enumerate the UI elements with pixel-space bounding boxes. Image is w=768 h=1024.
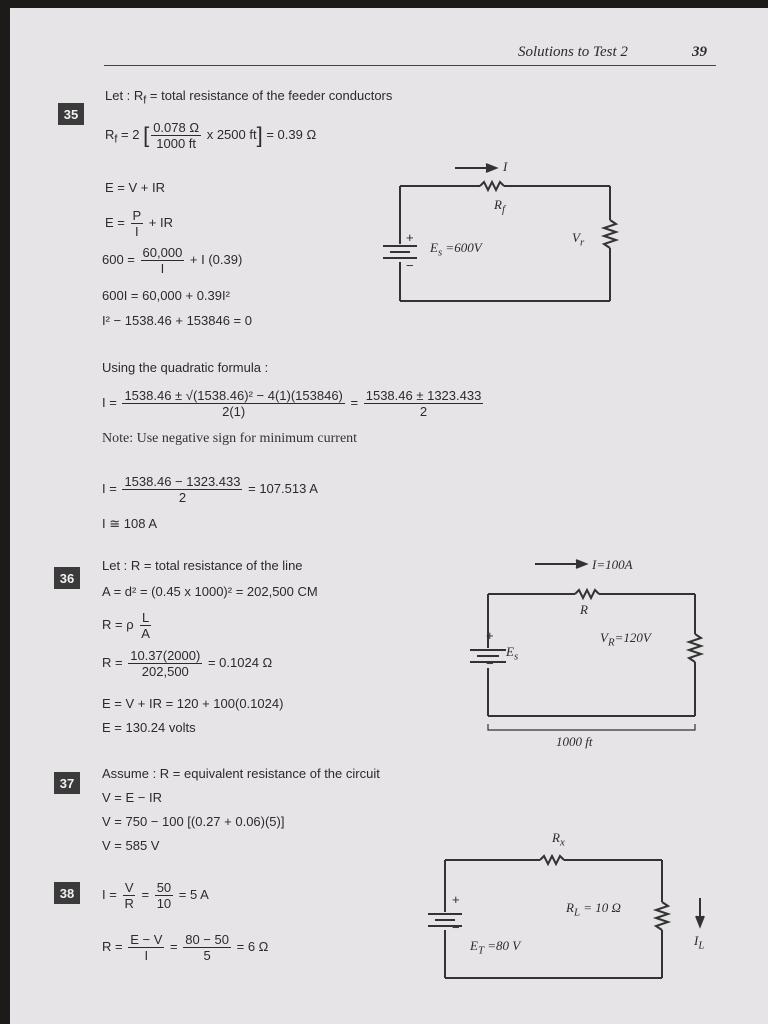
p37-line1: Assume : R = equivalent resistance of the circuit (102, 766, 380, 781)
p38-current-label: $I_L$ (694, 933, 705, 952)
p38-line2: R = $\frac{E - V}{I}$ = $\frac{80 - 50}{5}$ = 6 Ω (102, 932, 269, 963)
p35-plus: + (406, 230, 414, 245)
problem-number-37: 37 (54, 772, 80, 794)
p35-let-statement: Let : $R_f$ = total resistance of the feeder conductors (105, 88, 393, 107)
problem-number-35: 35 (58, 103, 84, 125)
document-page (10, 8, 768, 1024)
p36-line2: A = d² = (0.45 x 1000)² = 202,500 CM (102, 584, 318, 599)
p35-source-label: $E_s =600V$ (430, 240, 482, 259)
p36-resistor-label: R (580, 602, 588, 617)
p35-eq3: 600 = $\frac{60,000}{I}$ + I (0.39) (102, 245, 243, 276)
p36-minus: − (486, 656, 494, 671)
p35-note: Note: Use negative sign for minimum current (102, 431, 358, 446)
p35-current-label: I (503, 159, 508, 174)
p36-line5: E = V + IR = 120 + 100(0.1024) (102, 696, 284, 711)
p38-minus: − (452, 920, 460, 935)
p38-resistor-label: $R_x$ (552, 830, 565, 849)
p35-eq4: 600I = 60,000 + 0.39I² (102, 288, 230, 303)
p35-final-answer: I ≅ 108 A (102, 516, 157, 531)
p35-eq1: E = V + IR (105, 180, 165, 195)
p36-plus: + (486, 628, 494, 643)
p35-rf-equation: $R_f = 2$ [ $\frac{0.078 \Omega}{1000 ft}$ x 2500 ft] = 0.39 Ω (105, 120, 317, 151)
p36-current-label: I=100A (592, 557, 633, 572)
p35-eq2: E = $\frac{P}{I}$ + IR (105, 208, 174, 239)
p35-result-expression: I = $\frac{1538.46 - 1323.433}{2}$ = 107.513 A (102, 474, 318, 505)
page-number: 39 (692, 44, 707, 60)
p36-source-label: $E_s$ (506, 644, 519, 663)
p38-load-label: $R_L = 10$ Ω (566, 900, 621, 919)
p35-resistor-label: $R_f$ (494, 197, 505, 216)
p36-circuit-diagram (450, 556, 710, 746)
p37-line2: V = E − IR (102, 790, 162, 805)
header-rule (104, 65, 716, 66)
p36-line4: R = $\frac{10.37(2000)}{202,500}$ = 0.1024 Ω (102, 648, 273, 679)
p37-line4: V = 585 V (102, 838, 160, 853)
p36-length-label: 1000 ft (556, 734, 593, 749)
p38-source-label: $E_T =80$ V (470, 938, 521, 957)
p36-line6: E = 130.24 volts (102, 720, 196, 735)
p35-minus: − (406, 258, 414, 273)
p38-plus: + (452, 892, 460, 907)
p36-line1: Let : R = total resistance of the line (102, 558, 303, 573)
problem-number-36: 36 (54, 567, 80, 589)
p35-quadratic-expression: I = $\frac{\text{1538.46 ± √(1538.46)² − 4(1)(153846)}}{2(1)}$ = $\frac{1538.46 \pm 1323.433}{2}$ (102, 388, 482, 419)
p38-line1: I = $\frac{V}{R}$ = $\frac{50}{10}$ = 5 A (102, 880, 209, 911)
p37-line3: V = 750 − 100 [(0.27 + 0.06)(5)] (102, 814, 285, 829)
p36-line3: R = ρ $\frac{L}{A}$ (102, 610, 150, 641)
p35-quadratic-title: Using the quadratic formula : (102, 360, 269, 375)
p36-load-label: $V_R=120V$ (600, 630, 651, 649)
running-header-title: Solutions to Test 2 (518, 44, 628, 60)
p35-eq5: I² − 1538.46 + 153846 = 0 (102, 313, 252, 328)
problem-number-38: 38 (54, 882, 80, 904)
p35-load-label: $V_r$ (572, 230, 585, 249)
